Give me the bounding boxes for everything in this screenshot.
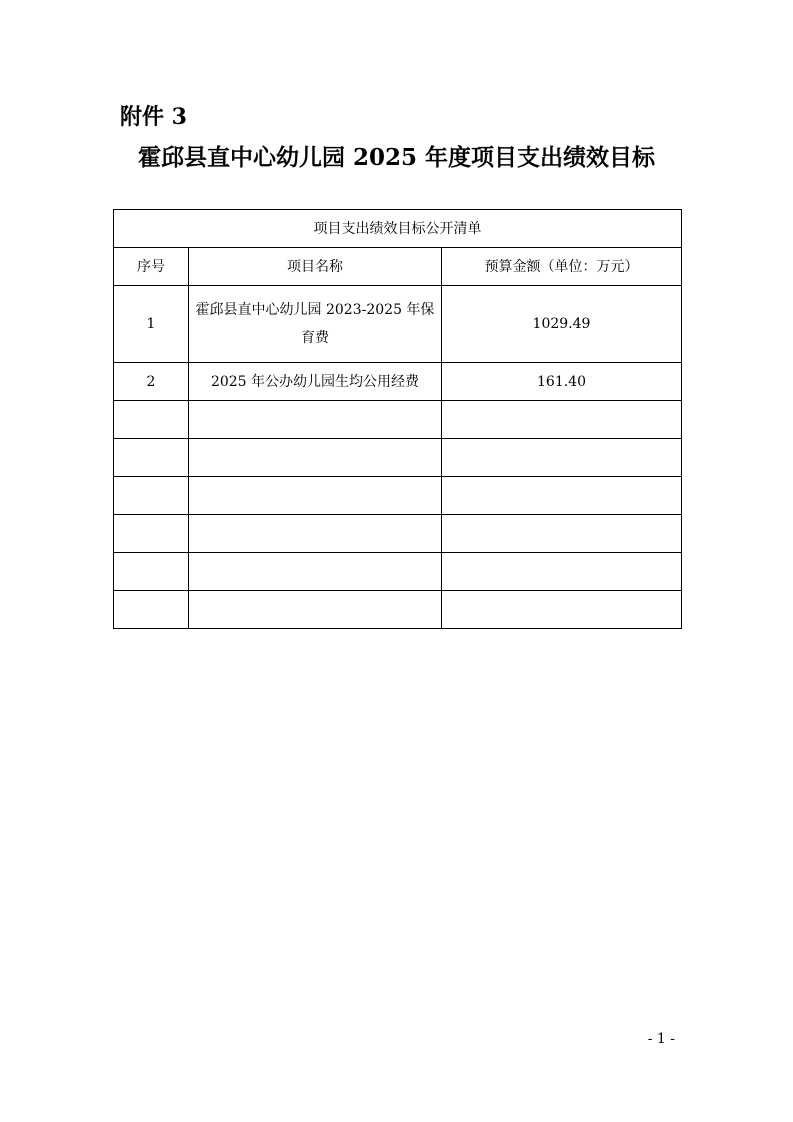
page-number: - 1 - — [647, 1031, 675, 1047]
performance-goals-table — [113, 209, 682, 629]
row-index — [114, 439, 189, 477]
row-budget-amount: 1029.49 — [442, 286, 682, 363]
attachment-label: 附件 3 — [120, 104, 187, 130]
row-budget-amount — [442, 401, 682, 439]
table-row — [114, 439, 682, 477]
row-budget-amount — [442, 439, 682, 477]
document-title: 霍邱县直中心幼儿园 2025 年度项目支出绩效目标 — [137, 144, 656, 171]
row-index — [114, 401, 189, 439]
row-project-name: 2025 年公办幼儿园生均公用经费 — [189, 363, 442, 401]
row-project-name — [189, 515, 442, 553]
table-row — [114, 286, 682, 363]
row-project-name: 霍邱县直中心幼儿园 2023-2025 年保育费 — [189, 286, 442, 363]
row-index: 2 — [114, 363, 189, 401]
table-row — [114, 477, 682, 515]
row-budget-amount: 161.40 — [442, 363, 682, 401]
table-caption: 项目支出绩效目标公开清单 — [114, 210, 682, 248]
column-header-budget-amount: 预算金额（单位：万元） — [442, 248, 682, 286]
row-project-name — [189, 439, 442, 477]
row-index: 1 — [114, 286, 189, 363]
row-budget-amount — [442, 515, 682, 553]
row-budget-amount — [442, 553, 682, 591]
row-index — [114, 477, 189, 515]
table-row — [114, 363, 682, 401]
row-project-name — [189, 401, 442, 439]
table-row — [114, 401, 682, 439]
row-project-name — [189, 477, 442, 515]
column-header-index: 序号 — [114, 248, 189, 286]
table-row — [114, 515, 682, 553]
row-index — [114, 591, 189, 629]
row-index — [114, 515, 189, 553]
row-project-name — [189, 591, 442, 629]
table-row — [114, 591, 682, 629]
table-header-row — [114, 248, 682, 286]
row-project-name — [189, 553, 442, 591]
table-caption-row — [114, 210, 682, 248]
column-header-project-name: 项目名称 — [189, 248, 442, 286]
row-budget-amount — [442, 591, 682, 629]
table-row — [114, 553, 682, 591]
row-budget-amount — [442, 477, 682, 515]
row-index — [114, 553, 189, 591]
